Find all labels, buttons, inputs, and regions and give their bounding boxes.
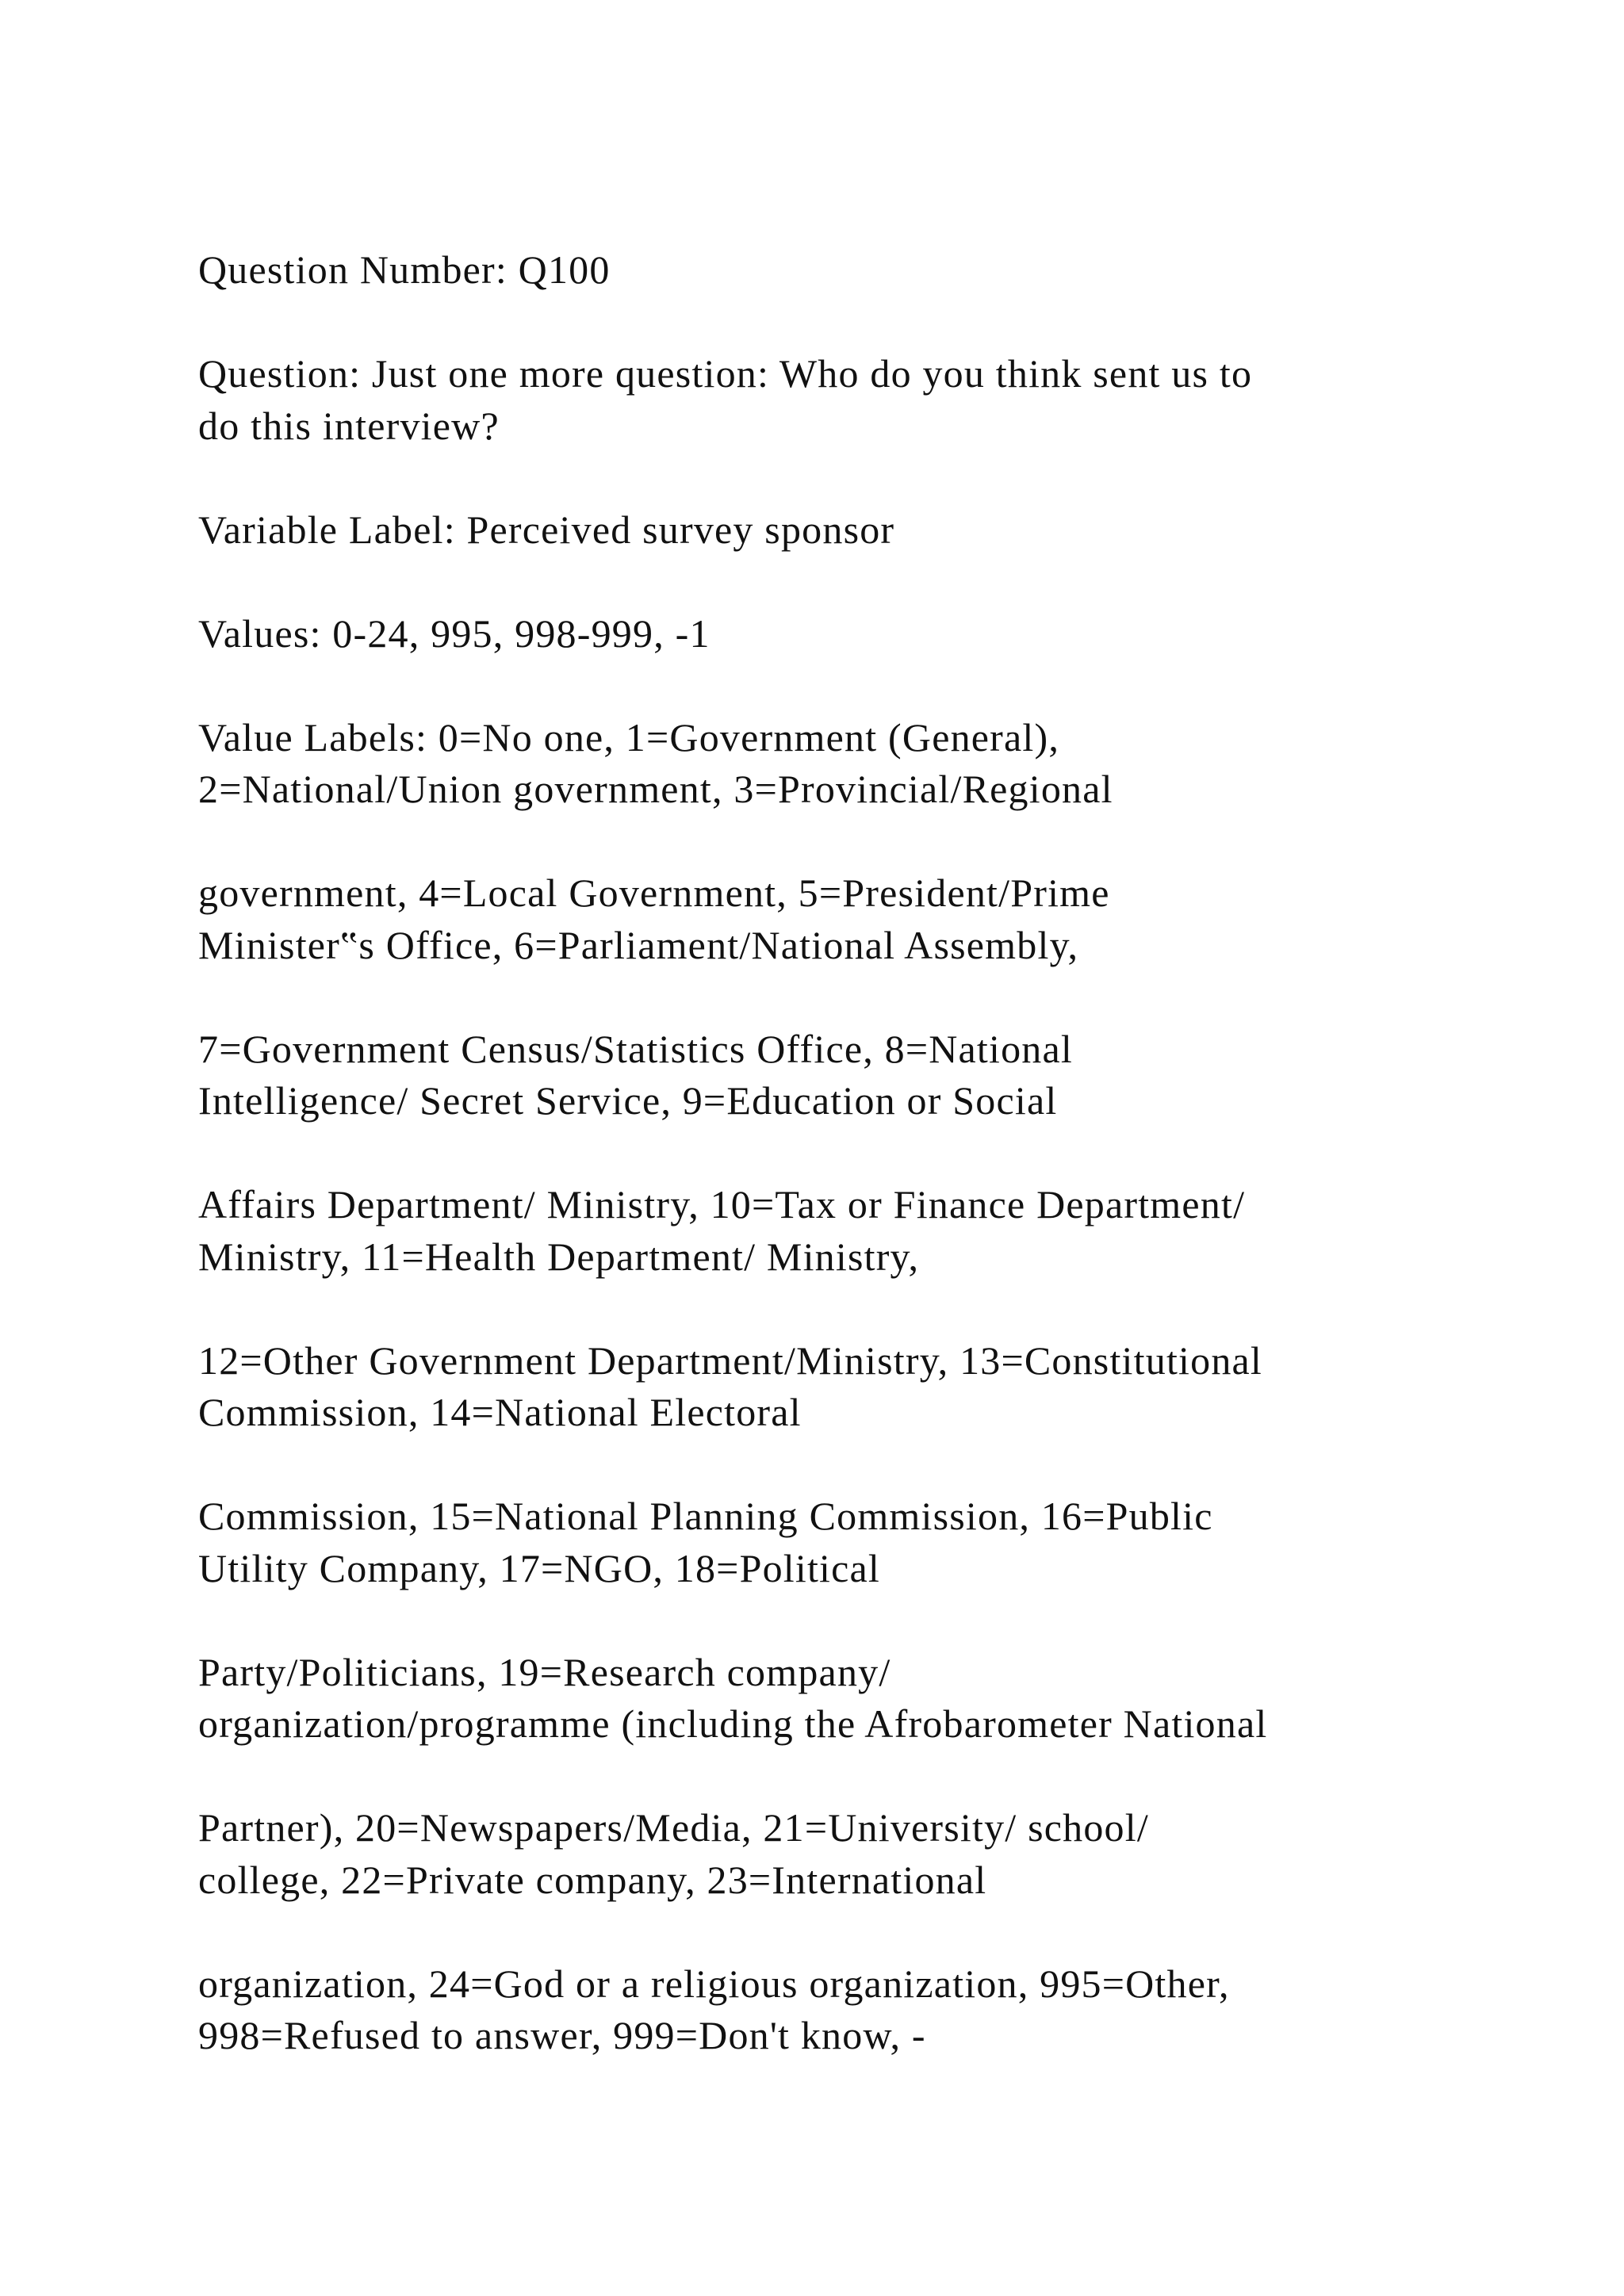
text-line: Question Number: Q100 bbox=[198, 247, 611, 292]
text-line: 12=Other Government Department/Ministry, 13=Constitutional bbox=[198, 1337, 1263, 1383]
question-text-paragraph bbox=[198, 348, 1467, 452]
text-line: Minister‟s Office, 6=Parliament/National Assembly, bbox=[198, 922, 1079, 967]
text-line: do this interview? bbox=[198, 403, 500, 448]
value-labels-paragraph bbox=[198, 1490, 1467, 1594]
value-labels-paragraph bbox=[198, 1024, 1467, 1127]
variable-label-paragraph bbox=[198, 504, 1467, 557]
value-labels-paragraph bbox=[198, 1179, 1467, 1283]
value-labels-paragraph bbox=[198, 1802, 1467, 1906]
text-line: Question: Just one more question: Who do you think sent us to bbox=[198, 351, 1253, 396]
value-labels-paragraph bbox=[198, 1647, 1467, 1751]
text-line: Variable Label: Perceived survey sponsor bbox=[198, 507, 895, 552]
text-line: Affairs Department/ Ministry, 10=Tax or Finance Department/ bbox=[198, 1182, 1246, 1226]
text-line: college, 22=Private company, 23=International bbox=[198, 1857, 987, 1902]
text-line: Intelligence/ Secret Service, 9=Education or Social bbox=[198, 1078, 1058, 1123]
text-line: government, 4=Local Government, 5=President/Prime bbox=[198, 871, 1110, 915]
document-body bbox=[198, 244, 1467, 2114]
text-line: organization, 24=God or a religious organization, 995=Other, bbox=[198, 1961, 1230, 2006]
text-line: 7=Government Census/Statistics Office, 8=National bbox=[198, 1026, 1073, 1071]
text-line: Partner), 20=Newspapers/Media, 21=University/ school/ bbox=[198, 1805, 1149, 1850]
text-line: organization/programme (including the Afrobarometer National bbox=[198, 1701, 1268, 1746]
value-labels-paragraph bbox=[198, 867, 1467, 971]
text-line: 998=Refused to answer, 999=Don't know, - bbox=[198, 2013, 926, 2057]
value-labels-paragraph bbox=[198, 1958, 1467, 2062]
text-line: Commission, 15=National Planning Commission, 16=Public bbox=[198, 1494, 1213, 1538]
text-line: Utility Company, 17=NGO, 18=Political bbox=[198, 1545, 881, 1590]
text-line: Value Labels: 0=No one, 1=Government (General), bbox=[198, 714, 1060, 760]
question-number-paragraph bbox=[198, 244, 1467, 297]
text-line: Ministry, 11=Health Department/ Ministry, bbox=[198, 1234, 920, 1279]
values-paragraph bbox=[198, 608, 1467, 660]
text-line: Commission, 14=National Electoral bbox=[198, 1390, 802, 1434]
text-line: Values: 0-24, 995, 998-999, -1 bbox=[198, 610, 710, 656]
text-line: 2=National/Union government, 3=Provincial/Regional bbox=[198, 767, 1113, 811]
text-line: Party/Politicians, 19=Research company/ bbox=[198, 1649, 891, 1694]
value-labels-paragraph bbox=[198, 712, 1467, 816]
value-labels-paragraph bbox=[198, 1335, 1467, 1439]
